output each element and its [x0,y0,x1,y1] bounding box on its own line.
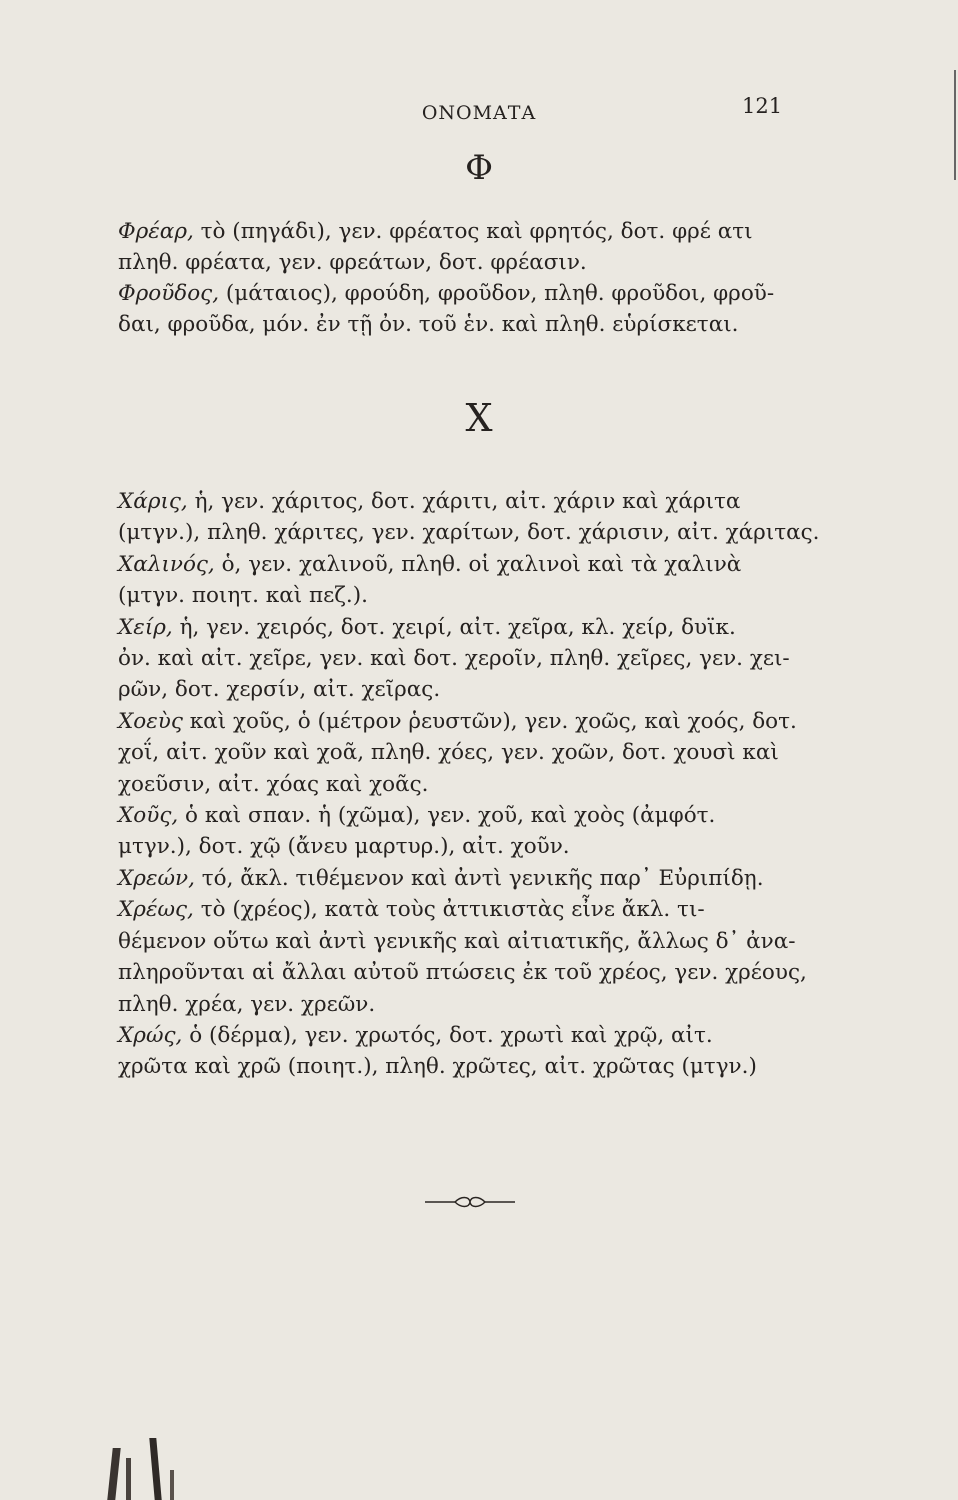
bottom-ink-mark [107,1448,120,1500]
headword: Χαλινός, [118,551,215,577]
entry-line: μτγν.), δοτ. χῷ (ἄνευ μαρτυρ.), αἰτ. χοῦν. [118,834,570,860]
entry-charis [118,486,830,549]
entries-phi [118,216,830,340]
entry-line: πληθ. χρέα, γεν. χρεῶν. [118,991,376,1017]
entry-line: θέμενον οὕτω καὶ ἀντὶ γενικῆς καὶ αἰτιατικῆς, ἄλλως δ᾽ ἀνα- [118,928,796,954]
headword: Φρέαρ, [118,219,194,244]
entry-text: (μάταιος), φρούδη, φροῦδον, πληθ. φροῦδοι, φροῦ- [219,281,775,306]
entry-text: ἡ, γεν. χάριτος, δοτ. χάριτι, αἰτ. χάριν καὶ χάριτα [187,489,741,514]
entry-line: ὀν. καὶ αἰτ. χεῖρε, γεν. καὶ δοτ. χεροῖν, πληθ. χεῖρες, γεν. χει- [118,646,790,672]
section-letter-chi: Χ [465,396,493,440]
entry-line: (μτγν. ποιητ. καὶ πεζ.). [118,583,368,609]
entry-line: πληροῦνται αἱ ἄλλαι αὐτοῦ πτώσεις ἐκ τοῦ χρέος, γεν. χρέους, [118,960,807,986]
entry-line: χοΐ, αἰτ. χοῦν καὶ χοᾶ, πληθ. χόες, γεν. χοῶν, δοτ. χουσὶ καὶ [118,740,779,766]
entry-text: ὁ (δέρμα), γεν. χρωτός, δοτ. χρωτὶ καὶ χρῷ, αἰτ. [182,1022,713,1048]
entry-text: τὸ (χρέος), κατὰ τοὺς ἀττικιστὰς εἶνε ἄκλ. τι- [193,897,705,923]
headword: Φροῦδος, [118,281,220,306]
entry-text: ἡ, γεν. χειρός, δοτ. χειρί, αἰτ. χεῖρα, κλ. χείρ, δυϊκ. [172,614,736,640]
entry-line: ρῶν, δοτ. χερσίν, αἰτ. χεῖρας. [118,677,441,703]
entries-chi [118,486,830,1083]
entry-line: χρῶτα καὶ χρῶ (ποιητ.), πληθ. χρῶτες, αἰτ. χρῶτας (μτγν.) [118,1054,757,1080]
entry-choeus [118,706,830,800]
entry-chreon [118,863,830,894]
entry-text: ὁ, γεν. χαλινοῦ, πληθ. οἱ χαλινοὶ καὶ τὰ χαλινὰ [214,551,742,577]
entry-chreos [118,894,830,1020]
page-number: 121 [742,94,783,118]
entry-text: τὸ (πηγάδι), γεν. φρέατος καὶ φρητός, δοτ. φρέ ατι [193,219,753,244]
headword: Χοῦς, [118,803,179,829]
margin-ink-mark [954,70,956,180]
headword: Χείρ, [118,614,173,640]
entry-chalinos [118,549,830,612]
entry-text: καὶ χοῦς, ὁ (μέτρον ῥευστῶν), γεν. χοῶς, καὶ χοός, δοτ. [182,708,797,734]
entry-line: πληθ. φρέατα, γεν. φρεάτων, δοτ. φρέασιν. [118,250,587,275]
headword: Χοεὺς [118,708,183,734]
headword: Χρεών, [118,865,195,891]
entry-froudos [118,278,830,340]
bottom-ink-mark [126,1458,131,1500]
entry-text: τό, ἄκλ. τιθέμενον καὶ ἀντὶ γενικῆς παρ᾽ Εὐριπίδῃ. [194,865,764,891]
end-ornament [425,1194,515,1210]
bottom-ink-mark [170,1470,174,1500]
entry-frear [118,216,830,278]
entry-chous [118,800,830,863]
entry-line: δαι, φροῦδα, μόν. ἐν τῇ ὀν. τοῦ ἑν. καὶ πληθ. εὑρίσκεται. [118,312,739,337]
bottom-ink-mark [149,1438,161,1500]
headword: Χρέως, [118,897,194,923]
entry-text: ὁ καὶ σπαν. ἡ (χῶμα), γεν. χοῦ, καὶ χοὸς (ἀμφότ. [178,803,716,829]
headword: Χάρις, [118,489,188,514]
entry-chros [118,1020,830,1083]
entry-line: χοεῦσιν, αἰτ. χόας καὶ χοᾶς. [118,771,429,797]
section-letter-phi: Φ [465,148,493,188]
running-title: ΟΝΟΜΑΤΑ [421,102,537,124]
entry-line: (μτγν.), πληθ. χάριτες, γεν. χαρίτων, δοτ. χάρισιν, αἰτ. χάριτας. [118,520,820,546]
headword: Χρώς, [118,1022,183,1048]
entry-cheir [118,612,830,706]
